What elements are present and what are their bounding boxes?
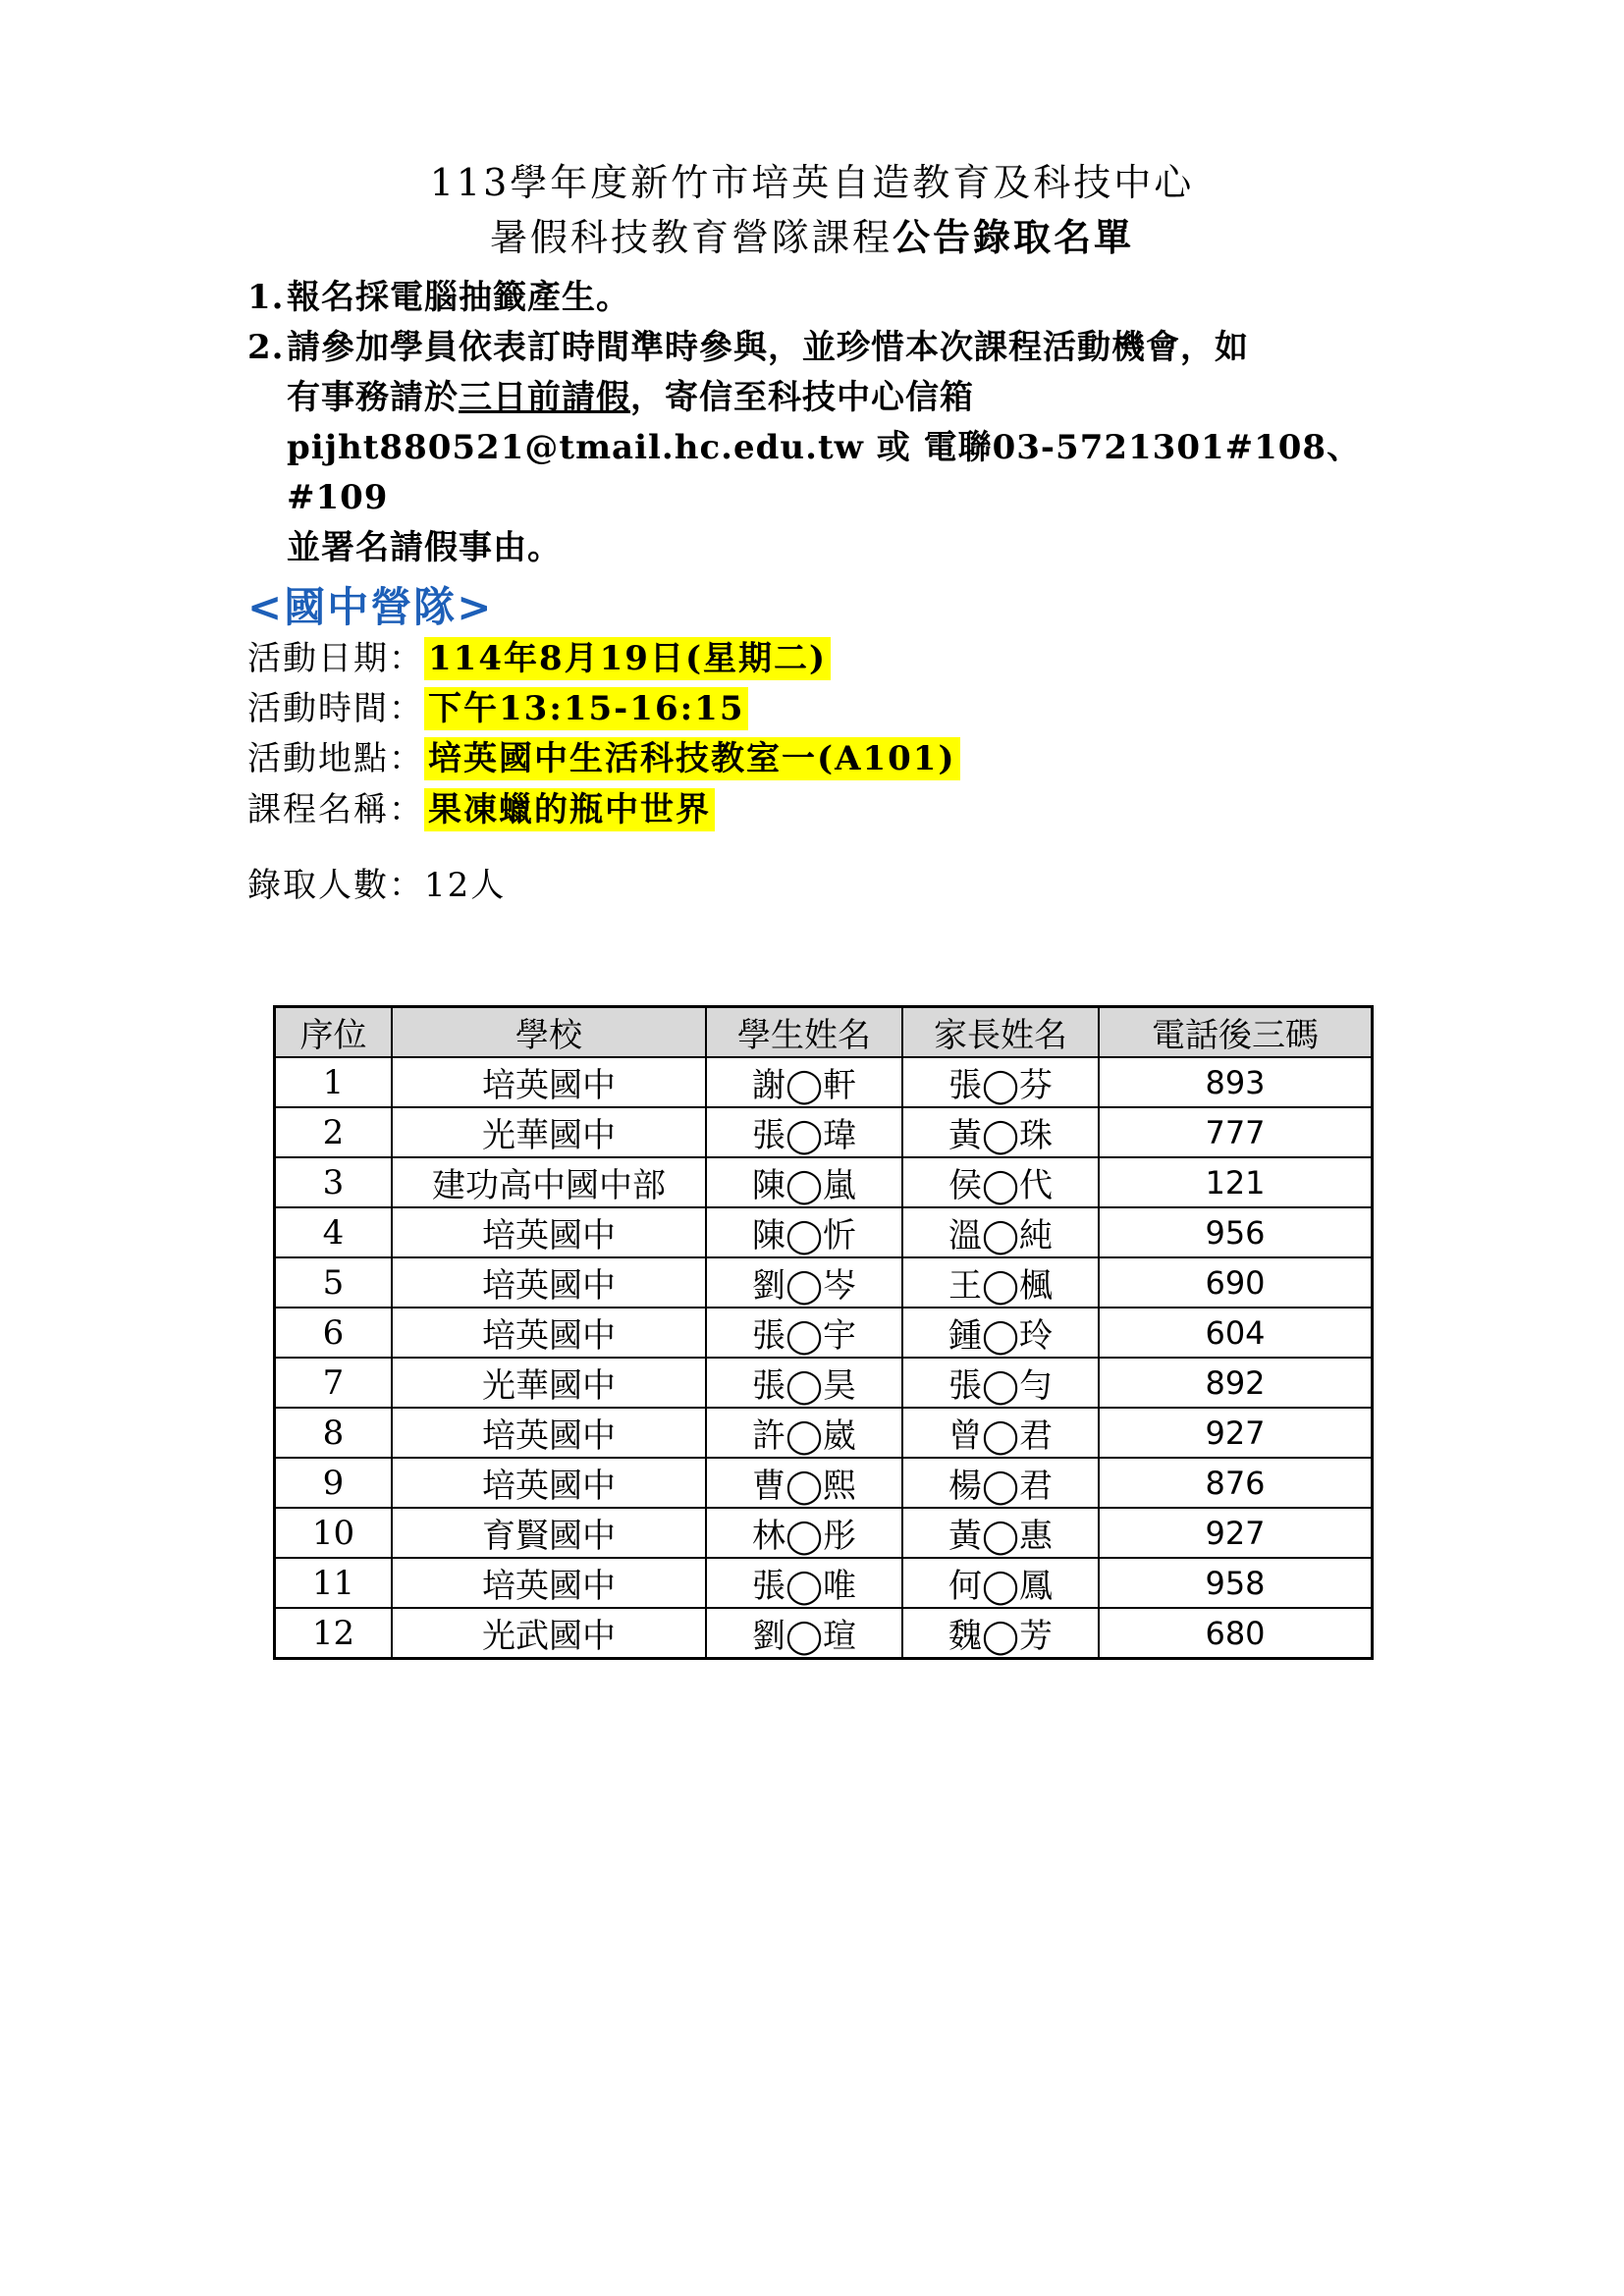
table-row [275, 1358, 1373, 1408]
subtitle-bold: 公告錄取名單 [893, 215, 1135, 259]
table-cell: 777 [1099, 1107, 1373, 1157]
table-cell: 張◯芬 [902, 1057, 1099, 1107]
table-cell: 3 [275, 1157, 393, 1207]
table-cell: 培英國中 [392, 1257, 706, 1308]
table-row [275, 1408, 1373, 1458]
table-cell: 958 [1099, 1558, 1373, 1608]
table-cell: 魏◯芳 [902, 1608, 1099, 1659]
document-subtitle [0, 214, 1624, 261]
info-value: 114年8月19日(星期二) [424, 637, 831, 680]
table-cell: 12 [275, 1608, 393, 1659]
table-cell: 培英國中 [392, 1308, 706, 1358]
table-header-row [275, 1007, 1373, 1058]
table-cell: 林◯彤 [706, 1508, 902, 1558]
table-row [275, 1508, 1373, 1558]
table-cell: 604 [1099, 1308, 1373, 1358]
table-cell: 2 [275, 1107, 393, 1157]
table-row [275, 1107, 1373, 1157]
table-cell: 927 [1099, 1408, 1373, 1458]
table-cell: 黃◯惠 [902, 1508, 1099, 1558]
subtitle-prefix: 暑假科技教育營隊課程 [489, 216, 893, 259]
note-item-1 [247, 273, 1377, 323]
contact-line: pijht880521@tmail.hc.edu.tw 或 電聯03-5721301#108、#109 [287, 428, 1362, 517]
table-cell: 張◯昊 [706, 1358, 902, 1408]
table-cell: 1 [275, 1057, 393, 1107]
table-cell: 陳◯忻 [706, 1207, 902, 1257]
note-number: 2. [247, 328, 285, 367]
table-cell: 培英國中 [392, 1458, 706, 1508]
table-cell: 10 [275, 1508, 393, 1558]
admission-count [247, 858, 506, 906]
note-text: 並署名請假事由。 [287, 528, 562, 567]
note-text: 報名採電腦抽籤產生。 [287, 278, 630, 317]
info-label: 活動地點： [247, 739, 424, 778]
table-cell: 劉◯岑 [706, 1257, 902, 1308]
table-cell: 黃◯珠 [902, 1107, 1099, 1157]
table-row [275, 1207, 1373, 1257]
table-cell: 121 [1099, 1157, 1373, 1207]
table-cell: 謝◯軒 [706, 1057, 902, 1107]
table-cell: 4 [275, 1207, 393, 1257]
table-cell: 5 [275, 1257, 393, 1308]
info-value: 12人 [424, 866, 507, 905]
table-cell: 楊◯君 [902, 1458, 1099, 1508]
table-cell: 光武國中 [392, 1608, 706, 1659]
table-cell: 8 [275, 1408, 393, 1458]
table-cell: 張◯宇 [706, 1308, 902, 1358]
column-header: 學校 [392, 1007, 706, 1058]
column-header: 序位 [275, 1007, 393, 1058]
table-cell: 育賢國中 [392, 1508, 706, 1558]
note-text: ，寄信至科技中心信箱 [630, 378, 974, 417]
table-cell: 680 [1099, 1608, 1373, 1659]
table-row [275, 1157, 1373, 1207]
column-header: 電話後三碼 [1099, 1007, 1373, 1058]
activity-place [247, 734, 960, 783]
table-row [275, 1257, 1373, 1308]
table-cell: 培英國中 [392, 1207, 706, 1257]
activity-date [247, 634, 831, 683]
table-cell: 927 [1099, 1508, 1373, 1558]
table-row [275, 1308, 1373, 1358]
info-label: 活動時間： [247, 689, 424, 728]
table-cell: 培英國中 [392, 1408, 706, 1458]
document-title: 113學年度新竹市培英自造教育及科技中心 [429, 161, 1195, 204]
table-cell: 892 [1099, 1358, 1373, 1408]
column-header: 家長姓名 [902, 1007, 1099, 1058]
section-title: <國中營隊> [247, 583, 494, 631]
table-cell: 張◯瑋 [706, 1107, 902, 1157]
table-cell: 876 [1099, 1458, 1373, 1508]
table-cell: 侯◯代 [902, 1157, 1099, 1207]
table-cell: 培英國中 [392, 1057, 706, 1107]
table-cell: 893 [1099, 1057, 1373, 1107]
table-row [275, 1608, 1373, 1659]
table-cell: 7 [275, 1358, 393, 1408]
table-cell: 690 [1099, 1257, 1373, 1308]
table-cell: 何◯鳳 [902, 1558, 1099, 1608]
note-text: 請參加學員依表訂時間準時參與，並珍惜本次課程活動機會，如 [287, 328, 1249, 367]
info-label: 活動日期： [247, 639, 424, 678]
table-cell: 張◯唯 [706, 1558, 902, 1608]
table-row [275, 1558, 1373, 1608]
note-number: 1. [247, 278, 285, 317]
note-underlined: 三日前請假 [459, 378, 630, 417]
table-cell: 王◯楓 [902, 1257, 1099, 1308]
table-cell: 溫◯純 [902, 1207, 1099, 1257]
column-header: 學生姓名 [706, 1007, 902, 1058]
table-cell: 張◯勻 [902, 1358, 1099, 1408]
notes-list [247, 273, 1377, 573]
table-cell: 劉◯瑄 [706, 1608, 902, 1659]
table-cell: 許◯崴 [706, 1408, 902, 1458]
info-value: 下午13:15-16:15 [424, 687, 748, 730]
table-body [275, 1057, 1373, 1659]
table-row [275, 1458, 1373, 1508]
course-name [247, 785, 715, 834]
table-cell: 陳◯嵐 [706, 1157, 902, 1207]
table-row [275, 1057, 1373, 1107]
info-label: 課程名稱： [247, 790, 424, 829]
table-cell: 9 [275, 1458, 393, 1508]
info-value: 培英國中生活科技教室一(A101) [424, 737, 960, 780]
table-cell: 6 [275, 1308, 393, 1358]
table-cell: 光華國中 [392, 1107, 706, 1157]
table-cell: 956 [1099, 1207, 1373, 1257]
table-cell: 曾◯君 [902, 1408, 1099, 1458]
info-label: 錄取人數： [247, 866, 424, 905]
table-cell: 11 [275, 1558, 393, 1608]
admission-table [273, 1005, 1374, 1660]
table-cell: 鍾◯玲 [902, 1308, 1099, 1358]
info-value: 果凍蠟的瓶中世界 [424, 788, 715, 831]
table-cell: 培英國中 [392, 1558, 706, 1608]
note-item-2 [247, 323, 1377, 573]
table-cell: 光華國中 [392, 1358, 706, 1408]
table-cell: 建功高中國中部 [392, 1157, 706, 1207]
note-text: 有事務請於 [287, 378, 459, 417]
table-cell: 曹◯熙 [706, 1458, 902, 1508]
activity-time [247, 684, 748, 733]
